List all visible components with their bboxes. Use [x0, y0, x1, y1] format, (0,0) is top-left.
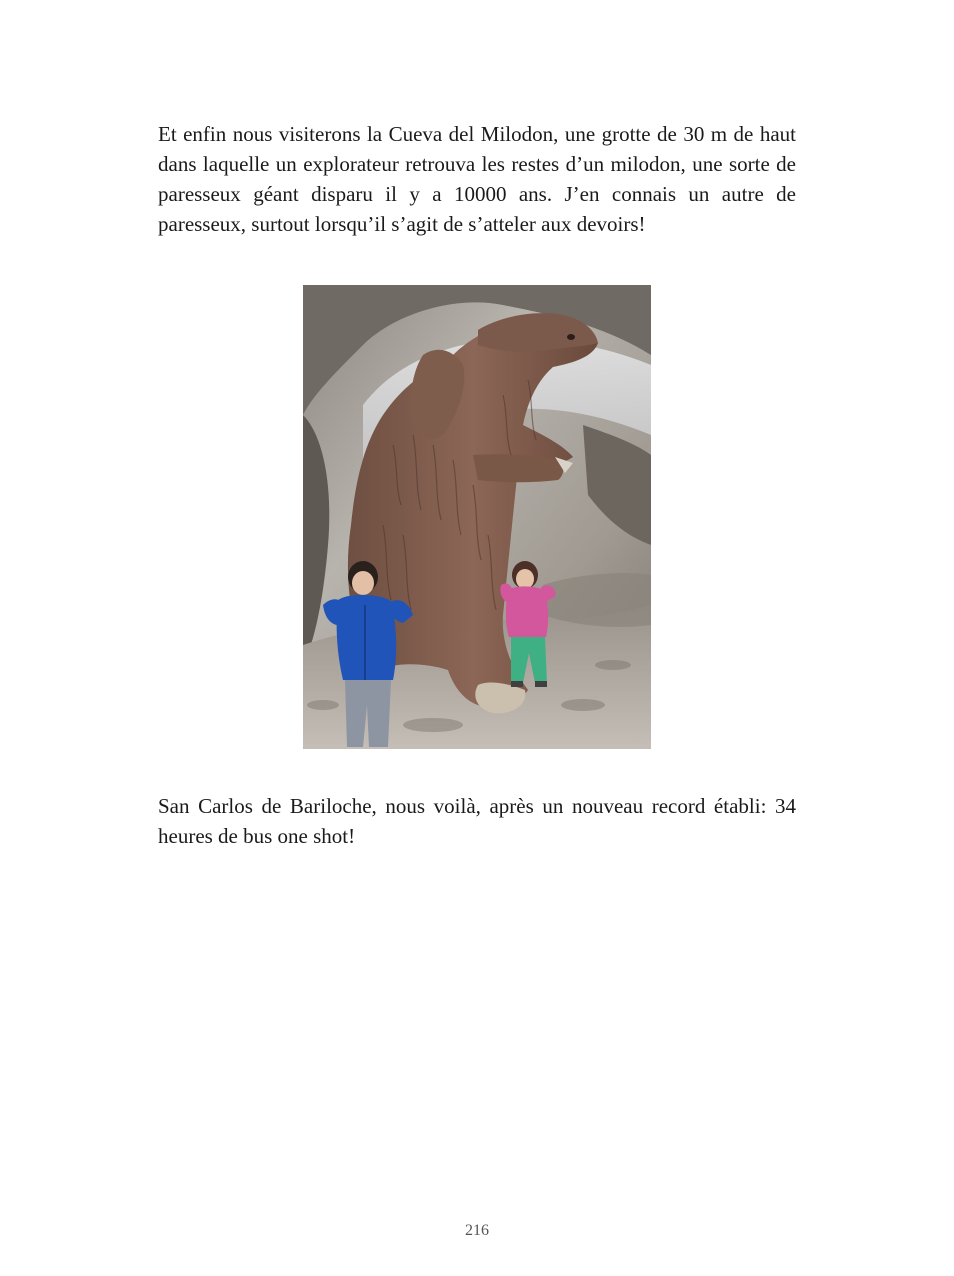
- photo-milodon-statue-with-children: [303, 285, 651, 749]
- paragraph-milodon-cave: Et enfin nous visiterons la Cueva del Milodon, une grotte de 30 m de haut dans laquelle un explorateur retrouva les restes d’un milodon, une sorte de paresseux géant disparu il y a 10000 ans. J’en connais un autre de paresseux, surtout lorsqu’il s’agit de s’atteler aux devoirs!: [158, 122, 796, 236]
- paragraph-bariloche: San Carlos de Bariloche, nous voilà, après un nouveau record établi: 34 heures de bus one shot!: [158, 794, 796, 848]
- page-number: 216: [465, 1222, 489, 1239]
